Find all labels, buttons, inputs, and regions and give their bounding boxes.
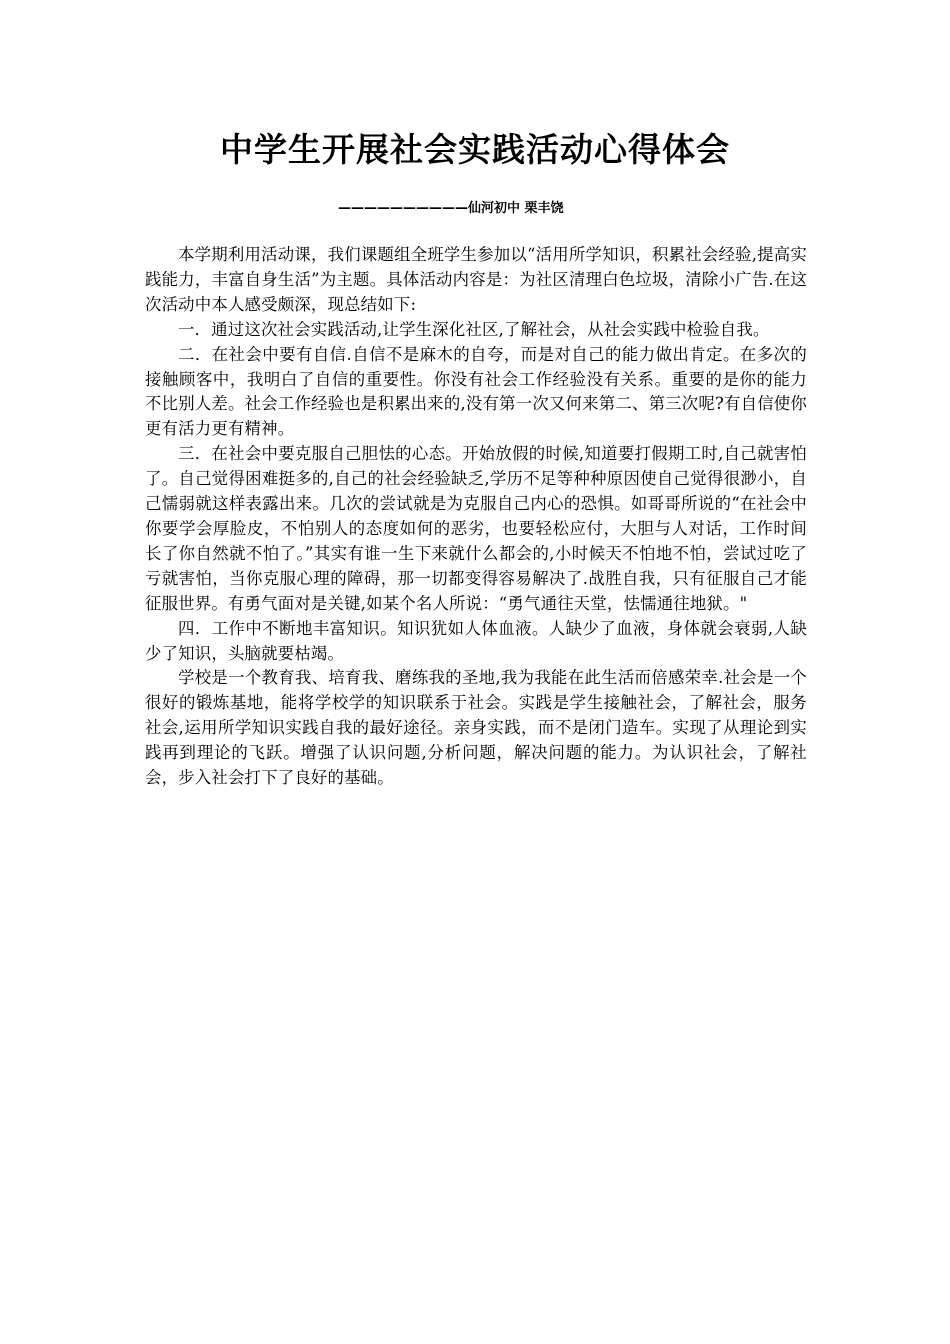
document-body [145, 243, 807, 791]
paragraph-intro: 本学期利用活动课，我们课题组全班学生参加以“活用所学知识，积累社会经验,提高实践能力，丰富自身生活”为主题。具体活动内容是：为社区清理白色垃圾，清除小广告.在这次活动中本人感受颇深，现总结如下: [145, 245, 807, 314]
paragraph-point-two: 二．在社会中要有自信.自信不是麻木的自夸，而是对自己的能力做出肯定。在多次的接触顾客中，我明白了自信的重要性。你没有社会工作经验没有关系。重要的是你的能力不比别人差。社会工作经验也是积累出来的,没有第一次又何来第二、第三次呢?有自信使你更有活力更有精神。 [145, 344, 807, 439]
document-title: 中学生开展社会实践活动心得体会 [220, 130, 730, 169]
author-byline: ——————————仙河初中 栗丰饶 [338, 201, 564, 216]
paragraph-point-one: 一．通过这次社会实践活动,让学生深化社区,了解社会，从社会实践中检验自我。 [178, 319, 770, 339]
paragraph-conclusion: 学校是一个教育我、培育我、磨练我的圣地,我为我能在此生活而倍感荣幸.社会是一个很好的锻炼基地，能将学校学的知识联系于社会。实践是学生接触社会，了解社会，服务社会,运用所学知识实践自我的最好途径。亲身实践，而不是闭门造车。实现了从理论到实践再到理论的飞跃。增强了认识问题,分析问题，解决问题的能力。为认识社会，了解社会，步入社会打下了良好的基础。 [145, 668, 807, 788]
paragraph-point-three: 三．在社会中要克服自己胆怯的心态。开始放假的时候,知道要打假期工时,自己就害怕了。自己觉得困难挺多的,自己的社会经验缺乏,学历不足等种种原因使自己觉得很渺小，自己懦弱就这样表露出来。几次的尝试就是为克服自己内心的恐惧。如哥哥所说的“在社会中你要学会厚脸皮，不怕别人的态度如何的恶劣，也要轻松应付，大胆与人对话，工作时间长了你自然就不怕了。”其实有谁一生下来就什么都会的,小时候天不怕地不怕，尝试过吃了亏就害怕，当你克服心理的障碍，那一切都变得容易解决了.战胜自我，只有征服自己才能征服世界。有勇气面对是关键,如某个名人所说：“勇气通往天堂，怯懦通往地狱。" [145, 444, 807, 613]
paragraph-point-four: 四．工作中不断地丰富知识。知识犹如人体血液。人缺少了血液，身体就会衰弱,人缺少了知识，头脑就要枯竭。 [145, 618, 807, 663]
